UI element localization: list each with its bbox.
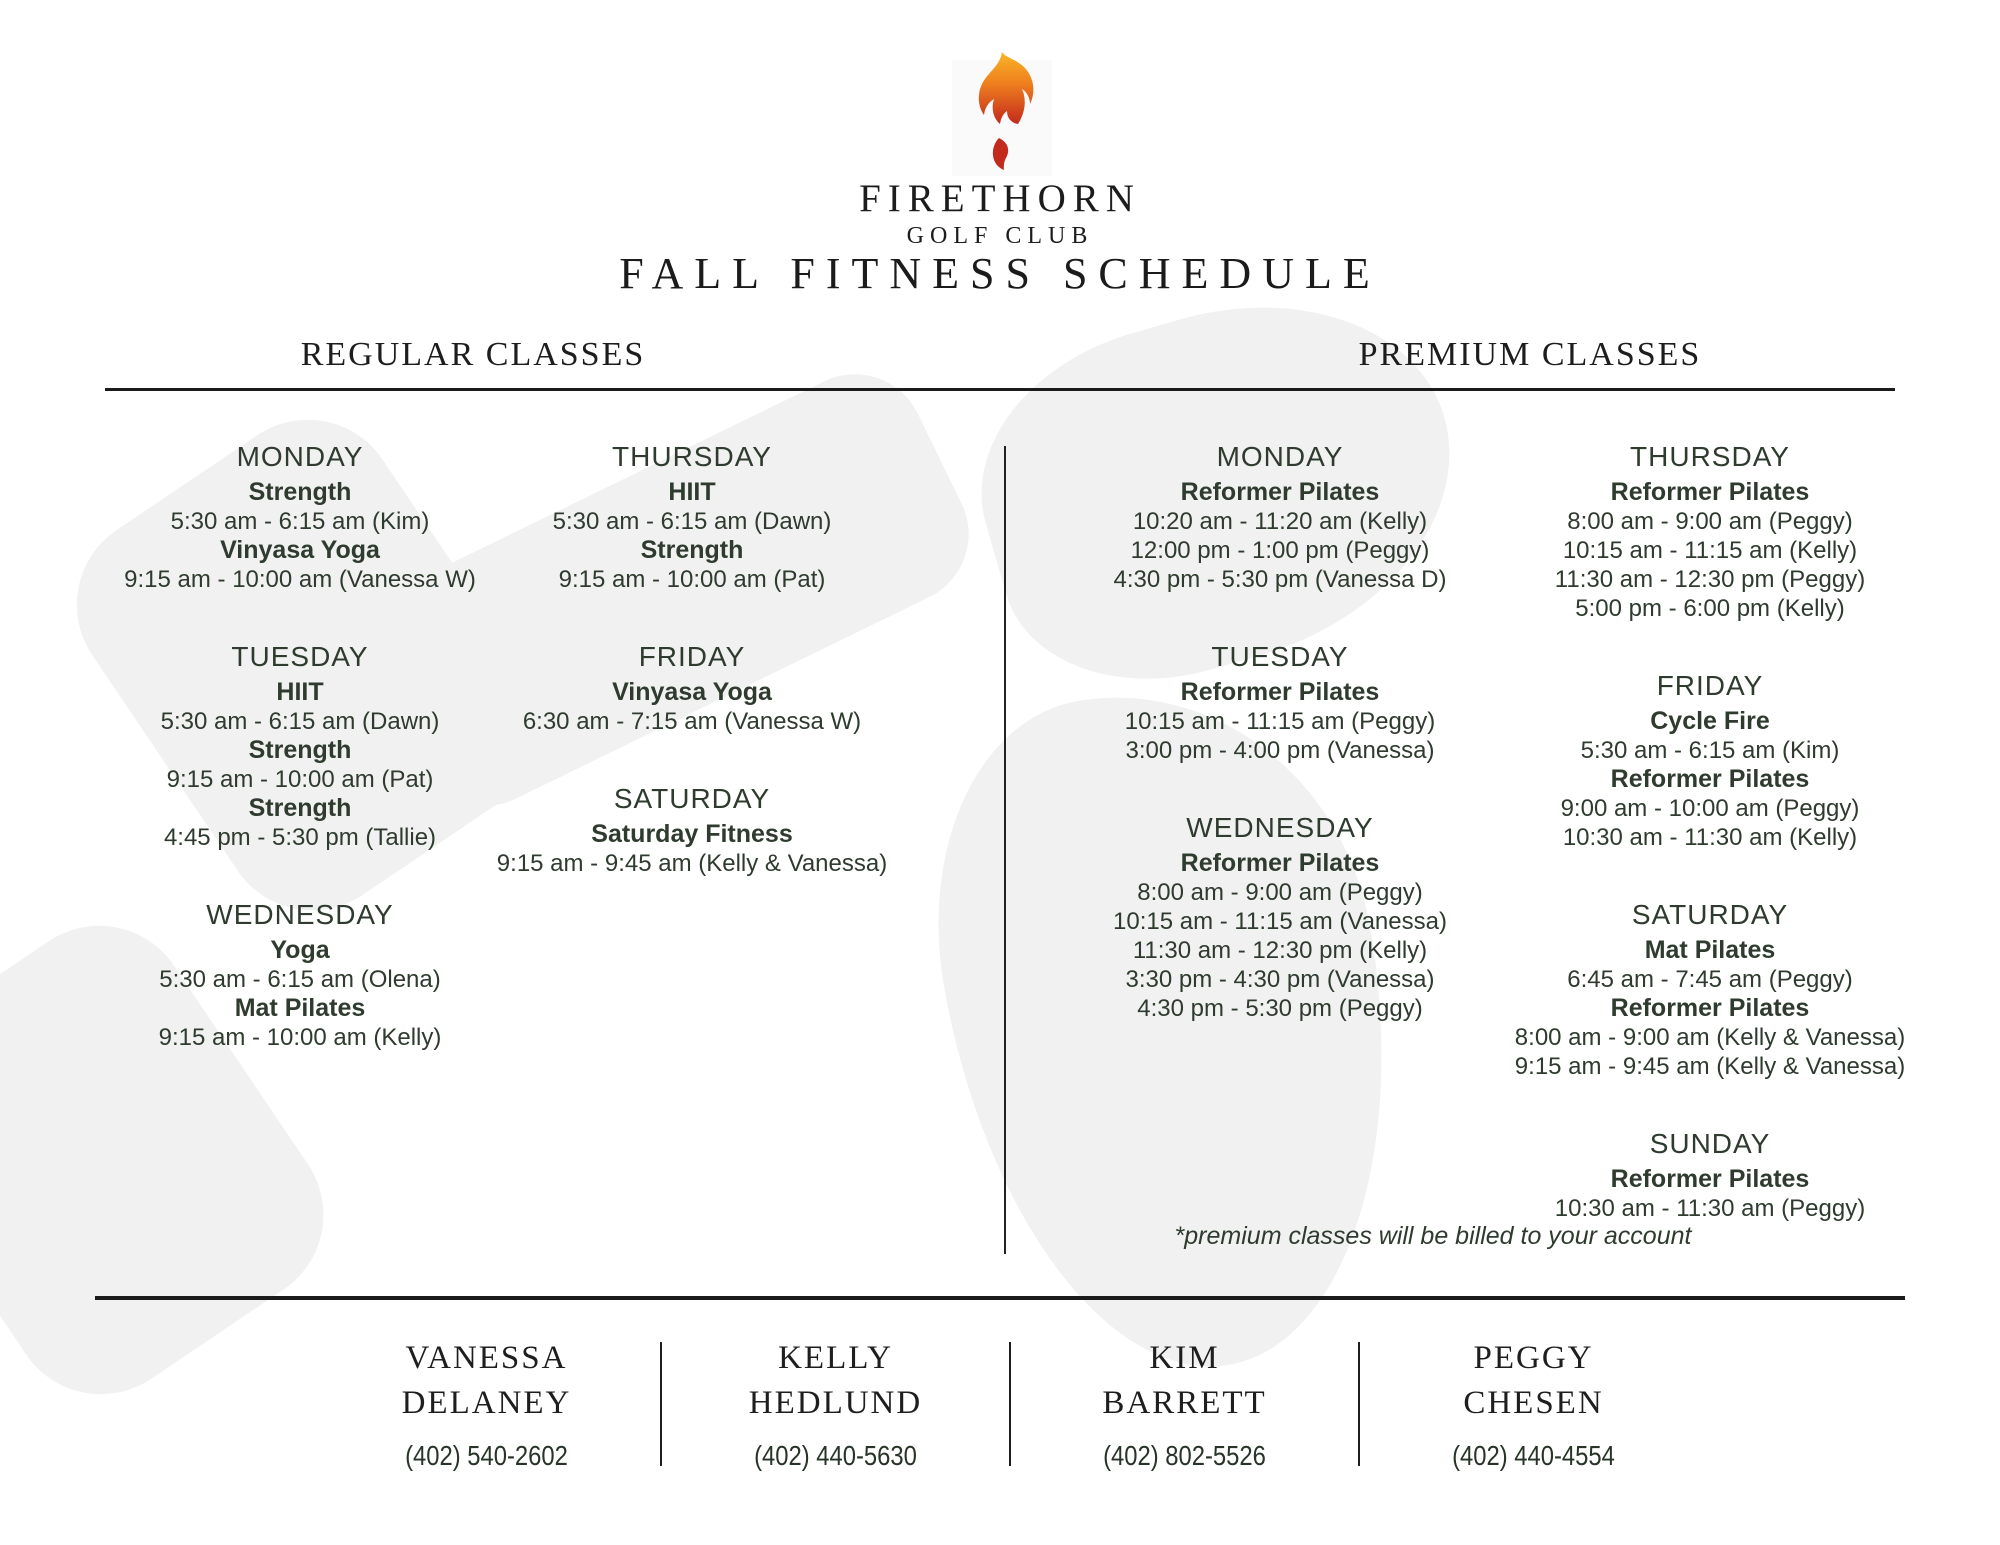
day-block — [462, 440, 922, 594]
day-block — [462, 640, 922, 736]
regular-column-2 — [462, 440, 922, 924]
contact-name: VANESSA — [405, 1340, 568, 1376]
class-time: 8:00 am - 9:00 am (Kelly & Vanessa) — [1514, 1024, 1906, 1051]
class-time: 10:20 am - 11:20 am (Kelly) — [1132, 508, 1428, 535]
day-heading: MONDAY — [236, 441, 364, 472]
class-time: 12:00 pm - 1:00 pm (Peggy) — [1130, 537, 1430, 564]
contact-name: DELANEY — [401, 1385, 572, 1421]
class-time: 6:45 am - 7:45 am (Peggy) — [1567, 966, 1853, 993]
class-time: 11:30 am - 12:30 pm (Peggy) — [1554, 566, 1866, 593]
class-name: Reformer Pilates — [1610, 994, 1810, 1022]
class-time: 5:30 am - 6:15 am (Dawn) — [552, 508, 832, 535]
contact-name: BARRETT — [1102, 1385, 1267, 1421]
class-time: 9:15 am - 10:00 am (Vanessa W) — [124, 566, 476, 593]
class-time: 4:30 pm - 5:30 pm (Vanessa D) — [1113, 566, 1447, 593]
class-name: Reformer Pilates — [1180, 478, 1380, 506]
contact-card — [662, 1336, 1009, 1472]
top-rule — [105, 388, 1895, 391]
contact-name: HEDLUND — [748, 1385, 923, 1421]
class-name: Yoga — [270, 936, 330, 964]
day-heading: THURSDAY — [612, 441, 772, 472]
class-time: 9:15 am - 10:00 am (Kelly) — [158, 1024, 442, 1051]
class-time: 3:00 pm - 4:00 pm (Vanessa) — [1125, 737, 1435, 764]
class-name: Reformer Pilates — [1180, 678, 1380, 706]
class-name: Strength — [248, 736, 352, 764]
contact-name: CHESEN — [1463, 1385, 1604, 1421]
regular-column-1 — [70, 440, 530, 1098]
contact-name: KELLY — [778, 1340, 893, 1376]
class-name: Reformer Pilates — [1610, 1165, 1810, 1193]
day-block — [70, 440, 530, 594]
instructor-contacts — [313, 1336, 1707, 1472]
class-time: 6:30 am - 7:15 am (Vanessa W) — [522, 708, 862, 735]
brand-header — [0, 52, 2000, 250]
class-time: 5:00 pm - 6:00 pm (Kelly) — [1575, 595, 1845, 622]
bottom-rule — [95, 1296, 1905, 1300]
day-block — [1440, 1127, 1980, 1223]
class-time: 4:30 pm - 5:30 pm (Peggy) — [1137, 995, 1423, 1022]
day-heading: WEDNESDAY — [1186, 812, 1374, 843]
class-time: 9:15 am - 9:45 am (Kelly & Vanessa) — [1514, 1053, 1906, 1080]
day-heading: SUNDAY — [1649, 1128, 1771, 1159]
day-block — [1440, 669, 1980, 852]
class-time: 9:15 am - 9:45 am (Kelly & Vanessa) — [496, 850, 888, 877]
class-time: 5:30 am - 6:15 am (Dawn) — [160, 708, 440, 735]
class-time: 5:30 am - 6:15 am (Kim) — [170, 508, 430, 535]
contact-card — [1011, 1336, 1358, 1472]
class-time: 5:30 am - 6:15 am (Kim) — [1580, 737, 1840, 764]
class-time: 9:00 am - 10:00 am (Peggy) — [1560, 795, 1860, 822]
class-name: Strength — [248, 478, 352, 506]
class-time: 8:00 am - 9:00 am (Peggy) — [1137, 879, 1423, 906]
brand-subtitle: GOLF CLUB — [906, 223, 1094, 249]
class-name: Strength — [640, 536, 744, 564]
section-divider — [1004, 446, 1006, 1254]
day-heading: TUESDAY — [1211, 641, 1349, 672]
class-name: Cycle Fire — [1650, 707, 1770, 735]
day-heading: MONDAY — [1216, 441, 1344, 472]
brand-name: FIRETHORN — [859, 177, 1141, 220]
class-name: Reformer Pilates — [1610, 765, 1810, 793]
premium-billing-note: *premium classes will be billed to your account — [1174, 1222, 1692, 1250]
class-name: Vinyasa Yoga — [612, 678, 772, 706]
class-time: 10:15 am - 11:15 am (Vanessa) — [1113, 908, 1447, 935]
class-time: 11:30 am - 12:30 pm (Kelly) — [1132, 937, 1428, 964]
class-name: Reformer Pilates — [1180, 849, 1380, 877]
contact-phone: (402) 440-4554 — [1452, 1440, 1615, 1471]
day-block — [70, 898, 530, 1052]
class-name: Reformer Pilates — [1610, 478, 1810, 506]
day-heading: TUESDAY — [231, 641, 369, 672]
day-block — [70, 640, 530, 852]
contact-name: KIM — [1149, 1340, 1220, 1376]
page-title: FALL FITNESS SCHEDULE — [619, 249, 1381, 298]
day-heading: WEDNESDAY — [206, 899, 394, 930]
class-name: Strength — [248, 794, 352, 822]
class-time: 8:00 am - 9:00 am (Peggy) — [1567, 508, 1853, 535]
class-name: Saturday Fitness — [591, 820, 793, 848]
contact-name: PEGGY — [1473, 1340, 1594, 1376]
class-time: 4:45 pm - 5:30 pm (Tallie) — [163, 824, 437, 851]
premium-classes-heading: PREMIUM CLASSES — [1358, 336, 1702, 373]
class-name: Mat Pilates — [1644, 936, 1776, 964]
class-time: 10:30 am - 11:30 am (Kelly) — [1562, 824, 1858, 851]
class-time: 9:15 am - 10:00 am (Pat) — [558, 566, 826, 593]
day-heading: SATURDAY — [613, 783, 771, 814]
day-block — [1440, 440, 1980, 623]
class-name: Vinyasa Yoga — [220, 536, 380, 564]
contact-card — [1360, 1336, 1707, 1472]
contact-phone: (402) 802-5526 — [1103, 1440, 1266, 1471]
regular-classes-heading: REGULAR CLASSES — [300, 336, 646, 373]
class-name: Mat Pilates — [234, 994, 366, 1022]
class-time: 10:15 am - 11:15 am (Kelly) — [1562, 537, 1858, 564]
premium-column-2 — [1440, 440, 1980, 1269]
day-heading: THURSDAY — [1630, 441, 1790, 472]
class-time: 10:30 am - 11:30 am (Peggy) — [1554, 1195, 1866, 1222]
day-heading: FRIDAY — [638, 641, 746, 672]
day-block — [462, 782, 922, 878]
contact-card — [313, 1336, 660, 1472]
day-block — [1440, 898, 1980, 1081]
class-name: HIIT — [668, 478, 716, 506]
class-time: 5:30 am - 6:15 am (Olena) — [159, 966, 441, 993]
flame-logo-icon — [962, 52, 1038, 170]
contact-phone: (402) 440-5630 — [754, 1440, 917, 1471]
class-time: 10:15 am - 11:15 am (Peggy) — [1124, 708, 1436, 735]
day-heading: FRIDAY — [1656, 670, 1764, 701]
class-name: HIIT — [276, 678, 324, 706]
class-time: 9:15 am - 10:00 am (Pat) — [166, 766, 434, 793]
contact-phone: (402) 540-2602 — [405, 1440, 568, 1471]
class-time: 3:30 pm - 4:30 pm (Vanessa) — [1125, 966, 1435, 993]
day-heading: SATURDAY — [1631, 899, 1789, 930]
